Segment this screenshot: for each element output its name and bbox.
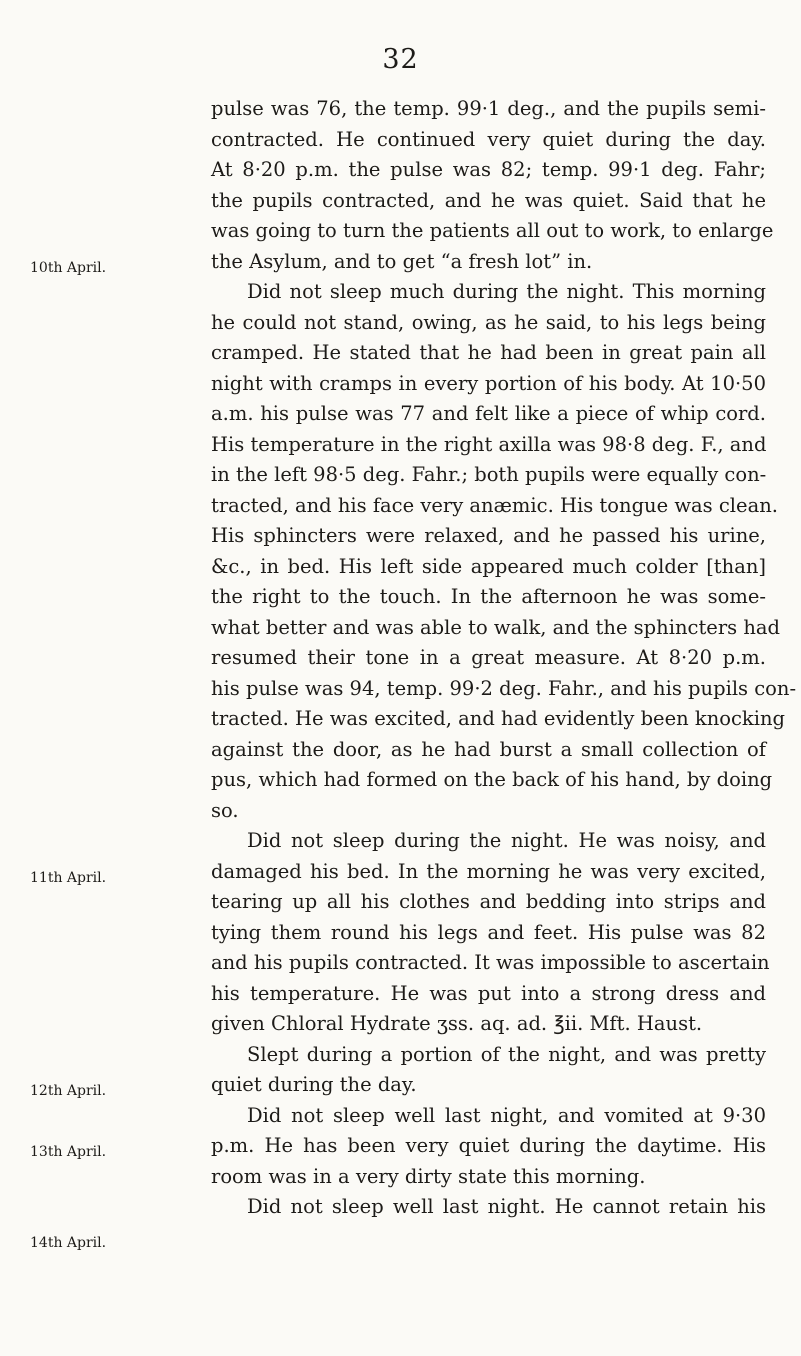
text-line: tracted, and his face very anæmic. His tongue was clean. <box>211 493 778 517</box>
text-line: pulse was 76, the temp. 99·1 deg., and the pupils semi- <box>211 97 766 120</box>
text-line: Did not sleep well last night, and vomited at 9·30 <box>247 1103 766 1127</box>
margin-note-12th-april: 12th April. <box>30 1083 107 1099</box>
text-line: the Asylum, and to get “a fresh lot” in. <box>211 249 593 273</box>
text-line: night with cramps in every portion of his body. At 10·50 <box>211 371 766 395</box>
text-line: contracted. He continued very quiet during the day. <box>211 127 766 151</box>
text-line: what better and was able to walk, and the sphincters had <box>211 615 781 639</box>
text-line: Did not sleep much during the night. This morning <box>247 280 766 303</box>
text-line: given Chloral Hydrate ʒss. aq. ad. ℥ii. Mft. Haust. <box>211 1012 703 1035</box>
text-line: At 8·20 p.m. the pulse was 82; temp. 99·1 deg. Fahr; <box>211 158 766 181</box>
text-line: Slept during a portion of the night, and was pretty <box>247 1042 766 1066</box>
text-line: the right to the touch. In the afternoon he was some- <box>211 585 766 608</box>
text-line: quiet during the day. <box>211 1073 417 1096</box>
text-line: His temperature in the right axilla was 98·8 deg. F., and <box>211 432 767 456</box>
text-line: Did not sleep well last night. He cannot retain his <box>247 1195 766 1218</box>
body-text <box>211 94 797 1223</box>
text-line: against the door, as he had burst a small collection of <box>211 737 766 761</box>
text-line: Did not sleep during the night. He was noisy, and <box>247 829 766 852</box>
margin-note-14th-april: 14th April. <box>30 1235 107 1251</box>
text-line: he could not stand, owing, as he said, to his legs being <box>211 310 766 334</box>
text-line: room was in a very dirty state this morning. <box>211 1164 646 1188</box>
text-line: and his pupils contracted. It was impossible to ascertain <box>211 951 770 974</box>
text-line: tying them round his legs and feet. His pulse was 82 <box>211 920 766 944</box>
text-line: &c., in bed. His left side appeared much colder [than] <box>211 554 766 578</box>
text-line: damaged his bed. In the morning he was very excited, <box>211 859 766 883</box>
text-line: a.m. his pulse was 77 and felt like a piece of whip cord. <box>211 402 766 425</box>
text-line: tearing up all his clothes and bedding into strips and <box>211 890 766 913</box>
text-line: so. <box>211 798 239 822</box>
page-number: 32 <box>382 44 419 75</box>
text-line: the pupils contracted, and he was quiet. Said that he <box>211 188 766 212</box>
text-line: in the left 98·5 deg. Fahr.; both pupils were equally con- <box>211 463 767 486</box>
text-line: pus, which had formed on the back of his hand, by doing <box>211 768 773 791</box>
text-line: p.m. He has been very quiet during the daytime. His <box>211 1134 766 1157</box>
margin-note-11th-april: 11th April. <box>30 870 107 886</box>
text-line: cramped. He stated that he had been in great pain all <box>211 341 766 364</box>
text-line: resumed their tone in a great measure. At 8·20 p.m. <box>211 646 766 669</box>
text-line: His sphincters were relaxed, and he passed his urine, <box>211 524 766 547</box>
text-line: was going to turn the patients all out to work, to enlarge <box>211 219 774 242</box>
text-line: his pulse was 94, temp. 99·2 deg. Fahr., and his pupils con- <box>211 676 797 700</box>
margin-note-10th-april: 10th April. <box>30 260 107 276</box>
text-line: tracted. He was excited, and had evidently been knocking <box>211 707 786 730</box>
margin-note-13th-april: 13th April. <box>30 1144 107 1160</box>
text-line: his temperature. He was put into a strong dress and <box>211 981 766 1005</box>
